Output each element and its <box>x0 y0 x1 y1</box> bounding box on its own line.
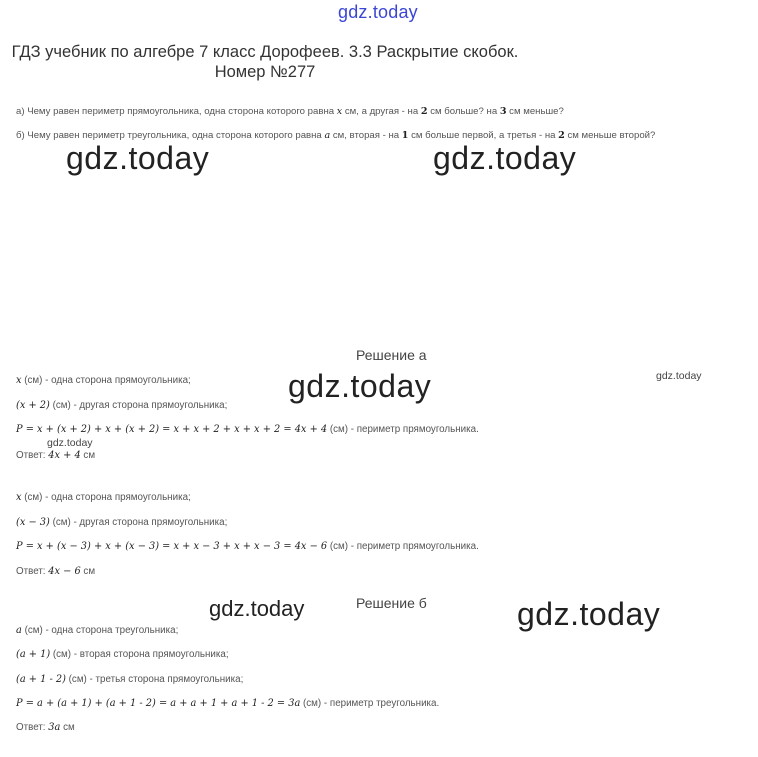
answer-value: 4x − 6 <box>48 566 81 577</box>
solution-b-answer <box>16 722 75 733</box>
solution-a-heading: Решение а <box>356 347 427 363</box>
answer-label: Ответ: <box>16 722 49 733</box>
question-a-mid: см, а другая - на <box>342 106 421 117</box>
question-a-n2: 3 <box>499 106 507 117</box>
solution-a-line-3 <box>16 424 479 435</box>
math-expression: x <box>16 375 22 386</box>
answer-unit: см <box>60 722 75 733</box>
watermark: gdz.today <box>656 370 702 382</box>
solution-b-line-3 <box>16 674 243 685</box>
answer-unit: см <box>80 566 96 577</box>
math-expression: (x + 2) <box>16 400 50 411</box>
solution-b-line-1 <box>16 625 178 636</box>
solution-a2-line-1 <box>16 492 191 503</box>
watermark: gdz.today <box>517 596 661 632</box>
line-text: (см) - периметр треугольника. <box>300 698 440 709</box>
line-text: (см) - третья сторона прямоугольника; <box>65 674 244 685</box>
math-expression: P = x + (x + 2) + x + (x + 2) = x + x + 2 + x + x + 2 = 4x + 4 <box>16 424 328 435</box>
solution-a-line-1 <box>16 375 191 386</box>
answer-unit: см <box>80 450 96 461</box>
site-logo-watermark: gdz.today <box>338 2 418 22</box>
solution-a-answer <box>16 450 95 461</box>
math-expression: (x − 3) <box>16 517 50 528</box>
question-a-prefix: а) Чему равен периметр прямоугольника, одна сторона которого равна <box>16 106 337 117</box>
page-title: ГДЗ учебник по алгебре 7 класс Дорофеев. 3.3 Раскрытие скобок. Номер №277 <box>11 43 519 81</box>
answer-value: 4x + 4 <box>48 450 81 461</box>
solution-a-line-2 <box>16 400 227 411</box>
watermark: gdz.today <box>47 437 93 449</box>
line-text: (см) - одна сторона прямоугольника; <box>21 375 191 386</box>
line-text: (см) - одна сторона треугольника; <box>21 625 179 636</box>
answer-value: 3a <box>48 722 61 733</box>
question-b-var: a <box>324 130 331 141</box>
solution-b-line-4 <box>16 698 439 709</box>
line-text: (см) - другая сторона прямоугольника; <box>49 400 228 411</box>
solution-a2-line-2 <box>16 517 227 528</box>
question-a-suffix: см меньше? <box>506 106 564 117</box>
question-b-n1: 1 <box>401 130 409 141</box>
solution-a2-answer <box>16 566 95 577</box>
watermark: gdz.today <box>433 140 577 176</box>
question-b-mid: см, вторая - на <box>330 130 402 141</box>
question-a-var: x <box>336 106 343 117</box>
question-a-n1: 2 <box>420 106 428 117</box>
math-expression: P = a + (a + 1) + (a + 1 - 2) = a + a + 1 + a + 1 - 2 = 3a <box>16 698 301 709</box>
math-expression: P = x + (x − 3) + x + (x − 3) = x + x − 3 + x + x − 3 = 4x − 6 <box>16 541 328 552</box>
math-expression: x <box>16 492 22 503</box>
line-text: (см) - периметр прямоугольника. <box>327 424 479 435</box>
answer-label: Ответ: <box>16 450 49 461</box>
watermark: gdz.today <box>209 596 305 621</box>
line-text: (см) - одна сторона прямоугольника; <box>21 492 191 503</box>
solution-b-line-2 <box>16 649 229 660</box>
math-expression: (a + 1) <box>16 649 51 660</box>
math-expression: a <box>16 625 22 636</box>
watermark: gdz.today <box>66 140 210 176</box>
question-b-prefix: б) Чему равен периметр треугольника, одна сторона которого равна <box>16 130 325 141</box>
solution-b-heading: Решение б <box>356 595 427 611</box>
line-text: (см) - другая сторона прямоугольника; <box>49 517 228 528</box>
answer-label: Ответ: <box>16 566 49 577</box>
question-b-suffix: см меньше второй? <box>564 130 656 141</box>
question-a-mid2: см больше? на <box>427 106 500 117</box>
question-b-n2: 2 <box>558 130 565 141</box>
solution-a2-line-3 <box>16 541 479 552</box>
line-text: (см) - периметр прямоугольника. <box>327 541 479 552</box>
question-a <box>16 106 564 117</box>
question-b-mid2: см больше первой, а третья - на <box>408 130 559 141</box>
watermark: gdz.today <box>288 368 432 404</box>
line-text: (см) - вторая сторона прямоугольника; <box>50 649 229 660</box>
math-expression: (a + 1 - 2) <box>16 674 66 685</box>
